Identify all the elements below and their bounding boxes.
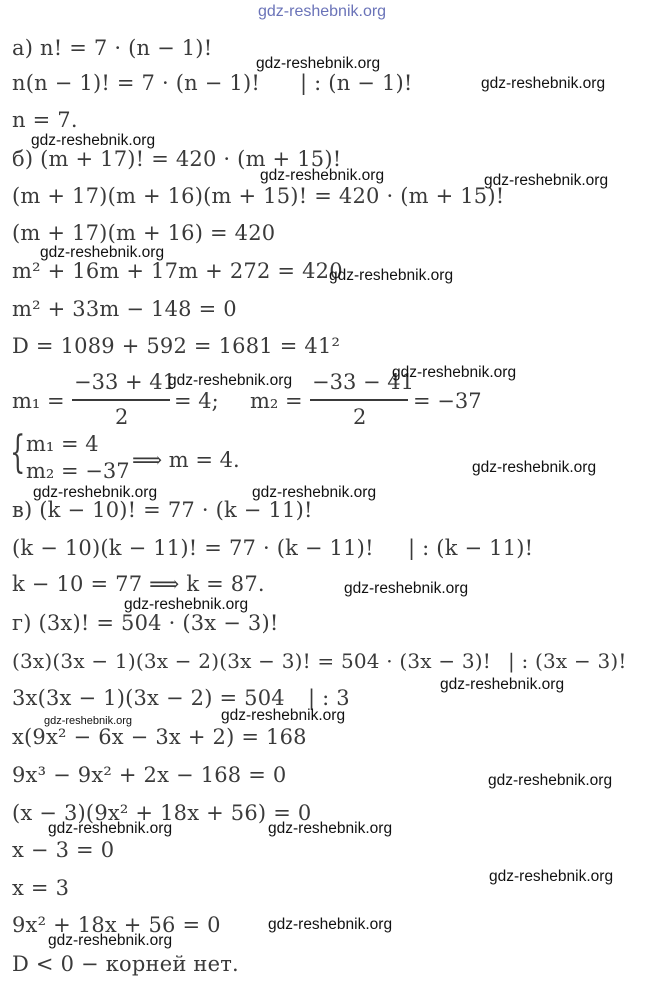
part-a-equation: а) n! = 7 · (n − 1)! bbox=[12, 36, 213, 60]
part-v-answer: k − 10 = 77 ⟹ k = 87. bbox=[12, 572, 265, 596]
watermark: gdz-reshebnik.org bbox=[221, 707, 346, 724]
part-b-step-4: m² + 33m − 148 = 0 bbox=[12, 297, 237, 321]
part-g-step-7: x = 3 bbox=[12, 876, 70, 900]
watermark: gdz-reshebnik.org bbox=[256, 55, 381, 72]
part-g-step-5: (x − 3)(9x² + 18x + 56) = 0 bbox=[12, 801, 312, 825]
part-v-step-1: (k − 10)(k − 11)! = 77 · (k − 11)! bbox=[12, 536, 374, 560]
root-m1-numerator: −33 + 41 bbox=[74, 370, 176, 394]
part-b-step-3: m² + 16m + 17m + 272 = 420 bbox=[12, 259, 343, 283]
watermark: gdz-reshebnik.org bbox=[488, 772, 613, 789]
part-a-step-1-note: | : (n − 1)! bbox=[300, 71, 413, 95]
watermark: gdz-reshebnik.org bbox=[268, 916, 393, 933]
part-b-equation: б) (m + 17)! = 420 · (m + 15)! bbox=[12, 147, 342, 171]
watermark: gdz-reshebnik.org bbox=[472, 459, 597, 476]
root-m2-fraction-bar bbox=[310, 399, 408, 401]
watermark: gdz-reshebnik.org bbox=[48, 820, 173, 837]
part-g-step-3: x(9x² − 6x − 3x + 2) = 168 bbox=[12, 725, 307, 749]
part-g-step-6: x − 3 = 0 bbox=[12, 838, 115, 862]
part-g-step-2: 3x(3x − 1)(3x − 2) = 504 bbox=[12, 686, 285, 710]
watermark: gdz-reshebnik.org bbox=[258, 3, 387, 20]
watermark: gdz-reshebnik.org bbox=[44, 715, 133, 727]
watermark: gdz-reshebnik.org bbox=[392, 364, 517, 381]
part-b-step-1: (m + 17)(m + 16)(m + 15)! = 420 · (m + 15)! bbox=[12, 184, 505, 208]
system-row-1: m₁ = 4 bbox=[26, 432, 99, 456]
part-g-step-1-note: | : (3x − 3)! bbox=[508, 649, 627, 673]
watermark: gdz-reshebnik.org bbox=[168, 372, 293, 389]
part-g-equation: г) (3x)! = 504 · (3x − 3)! bbox=[12, 611, 279, 635]
part-g-conclusion: D < 0 − корней нет. bbox=[12, 952, 239, 976]
root-m1-rhs: = 4; bbox=[174, 389, 219, 413]
watermark: gdz-reshebnik.org bbox=[33, 484, 158, 501]
part-v-equation: в) (k − 10)! = 77 · (k − 11)! bbox=[12, 498, 313, 522]
part-g-step-8: 9x² + 18x + 56 = 0 bbox=[12, 913, 221, 937]
root-m1-denominator: 2 bbox=[115, 405, 129, 429]
root-m2-rhs: = −37 bbox=[413, 389, 482, 413]
watermark: gdz-reshebnik.org bbox=[481, 75, 606, 92]
watermark: gdz-reshebnik.org bbox=[344, 580, 469, 597]
root-m2-denominator: 2 bbox=[353, 405, 367, 429]
watermark: gdz-reshebnik.org bbox=[48, 932, 173, 949]
part-g-step-1: (3x)(3x − 1)(3x − 2)(3x − 3)! = 504 · (3x − 3)! bbox=[12, 649, 492, 673]
watermark: gdz-reshebnik.org bbox=[31, 132, 156, 149]
root-m1-fraction-bar bbox=[72, 399, 170, 401]
part-g-step-4: 9x³ − 9x² + 2x − 168 = 0 bbox=[12, 763, 287, 787]
watermark: gdz-reshebnik.org bbox=[329, 267, 454, 284]
part-v-step-1-note: | : (k − 11)! bbox=[408, 536, 534, 560]
watermark: gdz-reshebnik.org bbox=[260, 167, 385, 184]
watermark: gdz-reshebnik.org bbox=[440, 676, 565, 693]
part-b-discriminant: D = 1089 + 592 = 1681 = 41² bbox=[12, 334, 341, 358]
part-a-step-1: n(n − 1)! = 7 · (n − 1)! bbox=[12, 71, 260, 95]
watermark: gdz-reshebnik.org bbox=[40, 244, 165, 261]
part-a-answer: n = 7. bbox=[12, 108, 78, 132]
watermark: gdz-reshebnik.org bbox=[484, 172, 609, 189]
system-result: ⟹ m = 4. bbox=[132, 448, 240, 472]
root-m2-lhs: m₂ = bbox=[250, 389, 303, 413]
watermark: gdz-reshebnik.org bbox=[252, 484, 377, 501]
root-m1-lhs: m₁ = bbox=[12, 389, 65, 413]
watermark: gdz-reshebnik.org bbox=[268, 820, 393, 837]
system-brace: { bbox=[10, 427, 26, 478]
part-g-step-2-note: | : 3 bbox=[308, 686, 350, 710]
watermark: gdz-reshebnik.org bbox=[489, 868, 614, 885]
system-row-2: m₂ = −37 bbox=[26, 459, 130, 483]
part-b-step-2: (m + 17)(m + 16) = 420 bbox=[12, 221, 276, 245]
root-m2-numerator: −33 − 41 bbox=[312, 370, 414, 394]
watermark: gdz-reshebnik.org bbox=[124, 596, 249, 613]
